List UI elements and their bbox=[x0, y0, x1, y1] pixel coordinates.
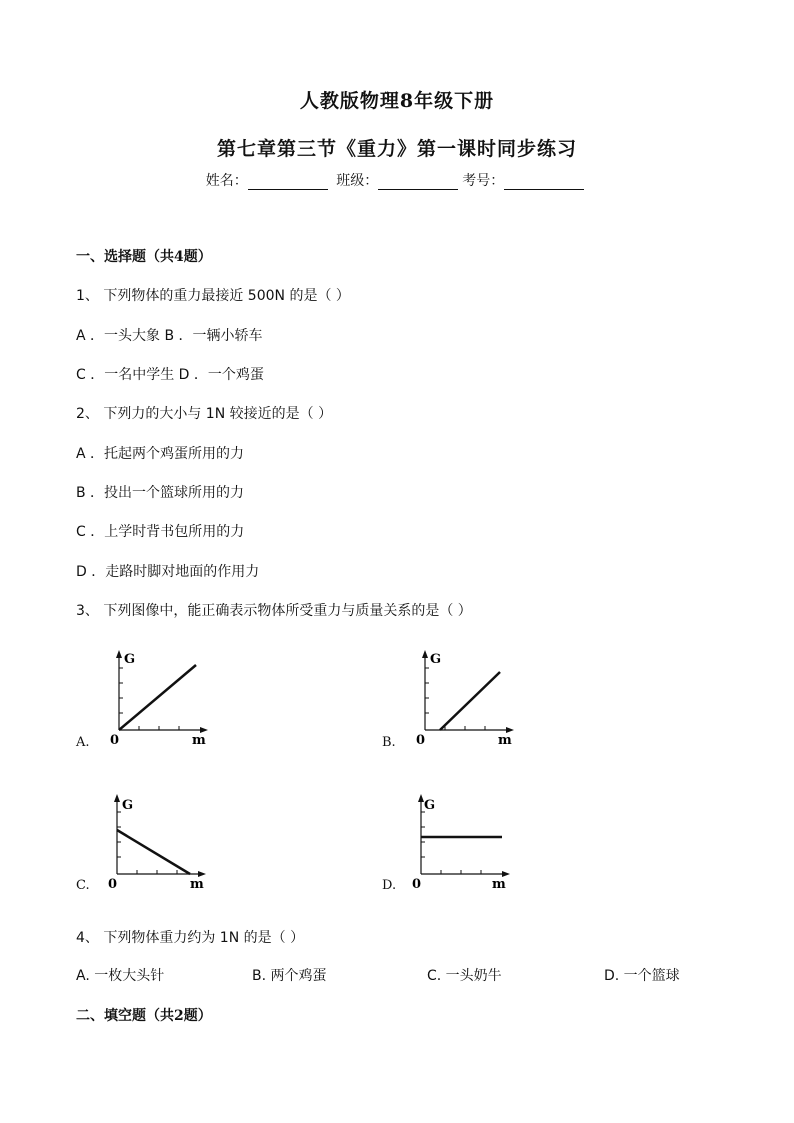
question-4-option-d: D. 一个篮球 bbox=[604, 968, 680, 984]
graph-a-line bbox=[119, 665, 196, 730]
question-1-options-cd: C ．一名中学生 D ．一个鸡蛋 bbox=[76, 367, 264, 383]
graph-b-y-label: G bbox=[430, 652, 442, 667]
graph-a-x-label: m bbox=[192, 733, 206, 748]
graph-c-label: C. bbox=[76, 878, 90, 893]
section-heading-fill: 二、填空题（共2题） bbox=[76, 1008, 212, 1024]
section-heading-choice: 一、选择题（共4题） bbox=[76, 249, 212, 265]
graph-b-origin: 0 bbox=[416, 733, 426, 748]
question-2-option-b: B ．投出一个篮球所用的力 bbox=[76, 485, 245, 501]
question-4-option-a: A. 一枚大头针 bbox=[76, 968, 165, 984]
graph-c-y-label: G bbox=[122, 798, 134, 813]
question-1-options-ab: A ．一头大象 B ．一辆小轿车 bbox=[76, 328, 263, 344]
graph-d-y-label: G bbox=[424, 798, 436, 813]
graph-a bbox=[104, 648, 214, 748]
class-label: 班级： bbox=[336, 173, 379, 189]
document-title: 人教版物理8年级下册 bbox=[299, 90, 495, 112]
question-4-stem: 4、 下列物体重力约为 1N 的是（ ） bbox=[76, 930, 305, 946]
question-3-stem: 3、 下列图像中，能正确表示物体所受重力与质量关系的是（ ） bbox=[76, 603, 472, 619]
graph-a-label: A. bbox=[76, 735, 90, 750]
graph-a-origin: 0 bbox=[110, 733, 120, 748]
graph-d-origin: 0 bbox=[412, 877, 422, 892]
graph-d bbox=[406, 792, 516, 892]
graph-c-line bbox=[117, 830, 190, 874]
graph-d-x-label: m bbox=[492, 877, 506, 892]
document-subtitle: 第七章第三节《重力》第一课时同步练习 bbox=[216, 138, 577, 160]
exam-blank[interactable] bbox=[504, 175, 584, 190]
name-label: 姓名： bbox=[205, 173, 248, 189]
graph-b-label: B. bbox=[382, 735, 396, 750]
name-blank[interactable] bbox=[248, 175, 328, 190]
graph-b bbox=[410, 648, 520, 748]
graph-c-origin: 0 bbox=[108, 877, 118, 892]
question-4-option-c: C. 一头奶牛 bbox=[427, 968, 502, 984]
student-info-line bbox=[0, 170, 794, 190]
class-blank[interactable] bbox=[378, 175, 458, 190]
exam-label: 考号： bbox=[462, 173, 505, 189]
graph-c-x-label: m bbox=[190, 877, 204, 892]
question-2-option-c: C ．上学时背书包所用的力 bbox=[76, 524, 245, 540]
graph-b-line bbox=[440, 672, 500, 730]
graph-b-x-label: m bbox=[498, 733, 512, 748]
graph-c bbox=[102, 792, 212, 892]
question-2-option-a: A ．托起两个鸡蛋所用的力 bbox=[76, 446, 245, 462]
graph-d-label: D. bbox=[382, 878, 397, 893]
graph-a-y-label: G bbox=[124, 652, 136, 667]
question-1-stem: 1、 下列物体的重力最接近 500N 的是（ ） bbox=[76, 288, 350, 304]
question-4-option-b: B. 两个鸡蛋 bbox=[252, 968, 327, 984]
question-2-stem: 2、 下列力的大小与 1N 较接近的是（ ） bbox=[76, 406, 333, 422]
question-2-option-d: D ．走路时脚对地面的作用力 bbox=[76, 564, 260, 580]
